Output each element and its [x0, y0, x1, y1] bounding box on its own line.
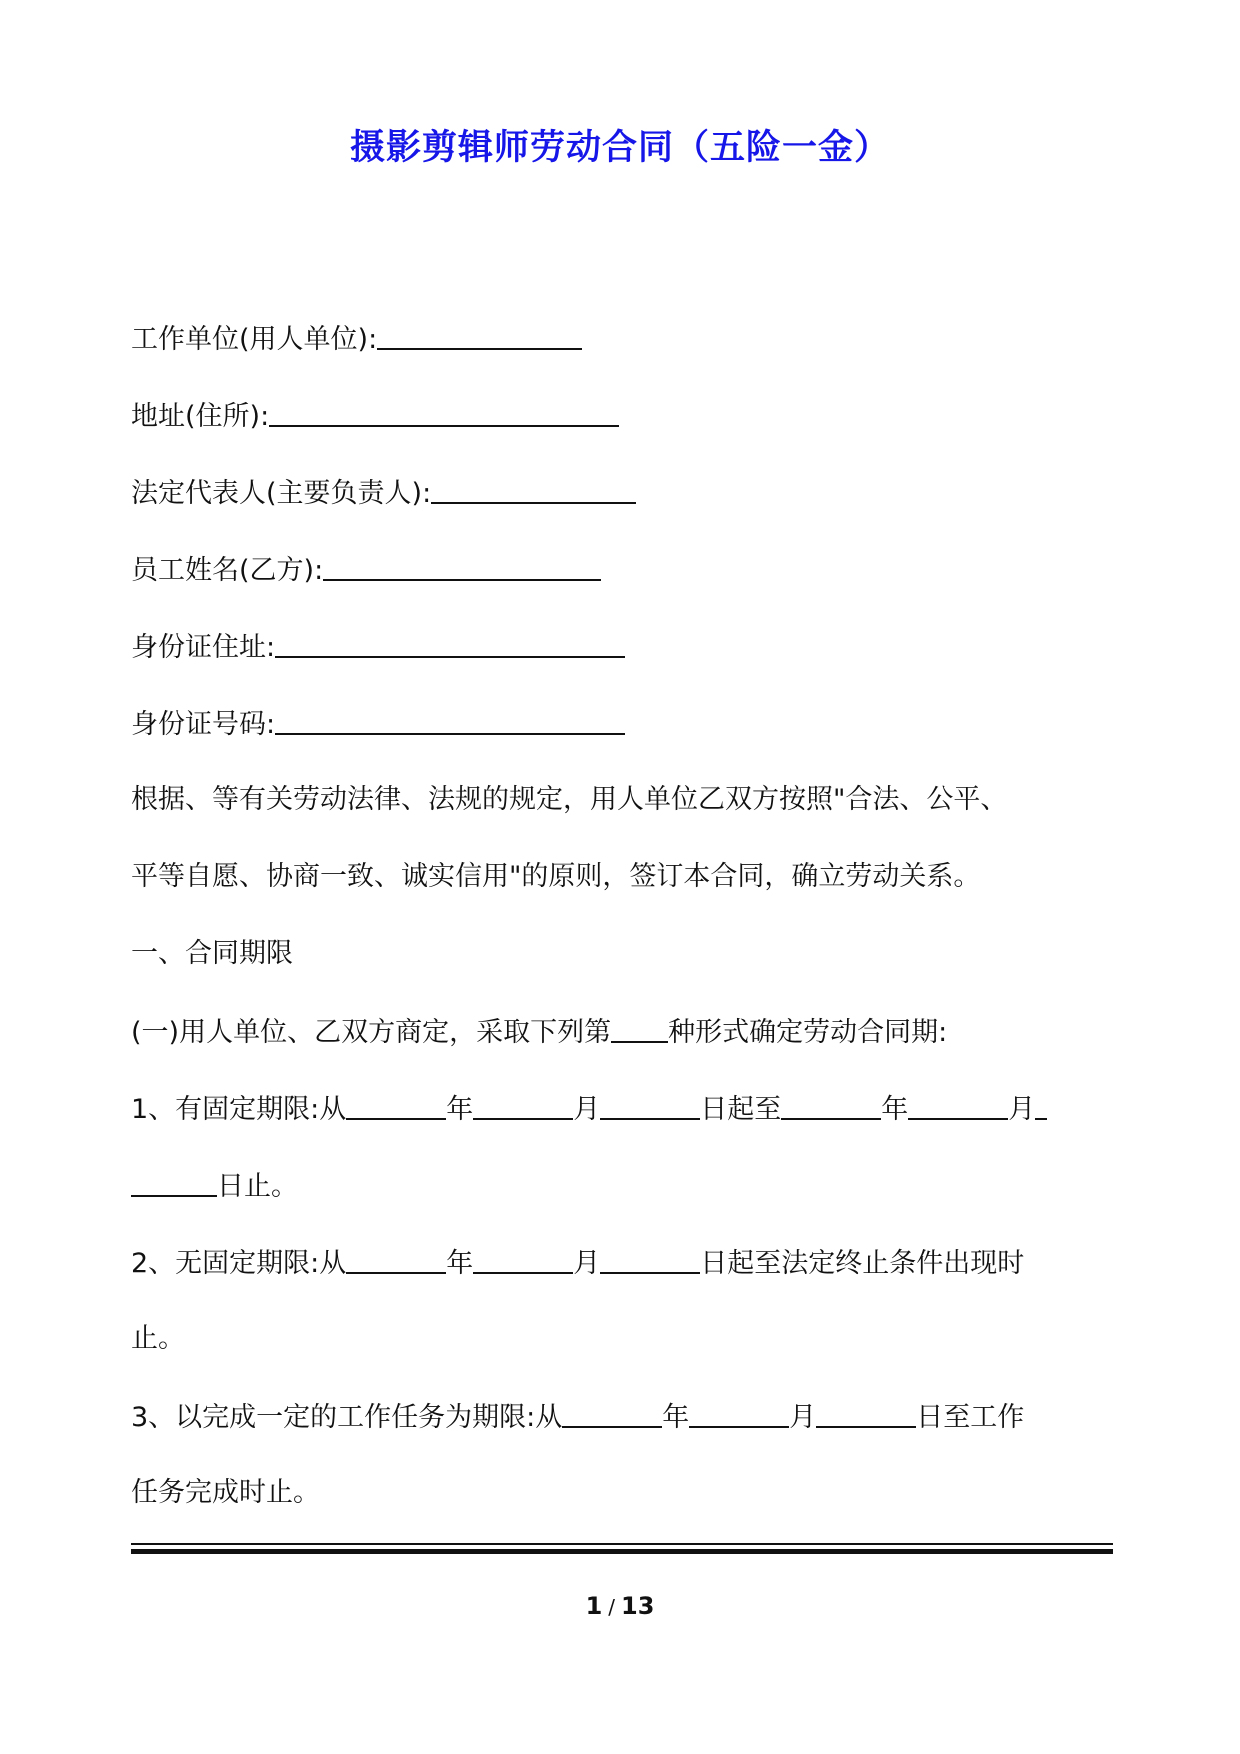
item1-month: 月: [573, 1094, 601, 1125]
footer-rule-thin: [131, 1543, 1113, 1545]
field-id-address: [131, 626, 1120, 668]
item3-line-2: 任务完成时止。: [131, 1477, 320, 1508]
total-pages: 13: [621, 1592, 655, 1620]
address-blank[interactable]: [269, 395, 619, 427]
field-address: [131, 395, 1120, 437]
field-id-address-label: 身份证住址:: [131, 632, 276, 663]
field-employer: [131, 318, 1120, 360]
item1-line-1: [131, 1088, 1120, 1130]
footer-rule-thick: [131, 1549, 1113, 1554]
item2-line-2: 止。: [131, 1323, 185, 1354]
legal-rep-blank[interactable]: [431, 472, 636, 504]
item1-end-year-blank[interactable]: [781, 1088, 881, 1120]
item2-line-1: [131, 1242, 1120, 1284]
item3-line-1: [131, 1396, 1120, 1438]
item2-year-blank[interactable]: [346, 1242, 446, 1274]
field-employee-label: 员工姓名(乙方):: [131, 555, 324, 586]
item1-line-2: [131, 1165, 1120, 1207]
page-number: [0, 1592, 1240, 1620]
field-address-label: 地址(住所):: [131, 401, 270, 432]
field-id-number: [131, 703, 1120, 745]
employee-blank[interactable]: [323, 549, 601, 581]
item1-end-month-blank[interactable]: [908, 1088, 1008, 1120]
item3-tail: 日至工作: [916, 1402, 1025, 1433]
clause-text-a: (一)用人单位、乙双方商定，采取下列第: [131, 1017, 612, 1048]
item2-month: 月: [573, 1248, 601, 1279]
preamble-line-1: 根据、等有关劳动法律、法规的规定，用人单位乙双方按照"合法、公平、: [131, 784, 1008, 815]
item1-prefix: 1、有固定期限:从: [131, 1094, 347, 1125]
item1-month2: 月: [1008, 1094, 1036, 1125]
section1-clause: [131, 1011, 1120, 1053]
section1-heading: 一、合同期限: [131, 938, 293, 969]
clause-text-b: 种形式确定劳动合同期:: [668, 1017, 948, 1048]
field-employee: [131, 549, 1120, 591]
item3-prefix: 3、以完成一定的工作任务为期限:从: [131, 1402, 563, 1433]
employer-blank[interactable]: [377, 318, 582, 350]
item1-start-day-blank[interactable]: [600, 1088, 700, 1120]
item2-day-blank[interactable]: [600, 1242, 700, 1274]
field-id-number-label: 身份证号码:: [131, 709, 276, 740]
item2-prefix: 2、无固定期限:从: [131, 1248, 347, 1279]
item1-start-month-blank[interactable]: [473, 1088, 573, 1120]
item1-year2: 年: [881, 1094, 909, 1125]
document-title: 摄影剪辑师劳动合同（五险一金）: [349, 128, 890, 168]
item2-year: 年: [446, 1248, 474, 1279]
item3-year: 年: [662, 1402, 690, 1433]
item1-end: 日止。: [217, 1171, 298, 1202]
field-legal-rep: [131, 472, 1120, 514]
item1-year: 年: [446, 1094, 474, 1125]
item1-end-day-blank[interactable]: [131, 1165, 217, 1197]
field-employer-label: 工作单位(用人单位):: [131, 324, 378, 355]
form-number-blank[interactable]: [611, 1011, 668, 1043]
item1-start-year-blank[interactable]: [346, 1088, 446, 1120]
preamble-line-2: 平等自愿、协商一致、诚实信用"的原则，签订本合同，确立劳动关系。: [131, 861, 981, 892]
item3-month: 月: [789, 1402, 817, 1433]
page-separator: /: [608, 1595, 616, 1619]
item2-month-blank[interactable]: [473, 1242, 573, 1274]
item1-end-day-blank-start[interactable]: [1035, 1088, 1047, 1120]
id-address-blank[interactable]: [275, 626, 625, 658]
item2-tail: 日起至法定终止条件出现时: [700, 1248, 1025, 1279]
item3-month-blank[interactable]: [689, 1396, 789, 1428]
id-number-blank[interactable]: [275, 703, 625, 735]
item1-day-from: 日起至: [700, 1094, 782, 1125]
field-legal-rep-label: 法定代表人(主要负责人):: [131, 478, 432, 509]
item3-year-blank[interactable]: [562, 1396, 662, 1428]
current-page: 1: [585, 1592, 603, 1620]
item3-day-blank[interactable]: [816, 1396, 916, 1428]
